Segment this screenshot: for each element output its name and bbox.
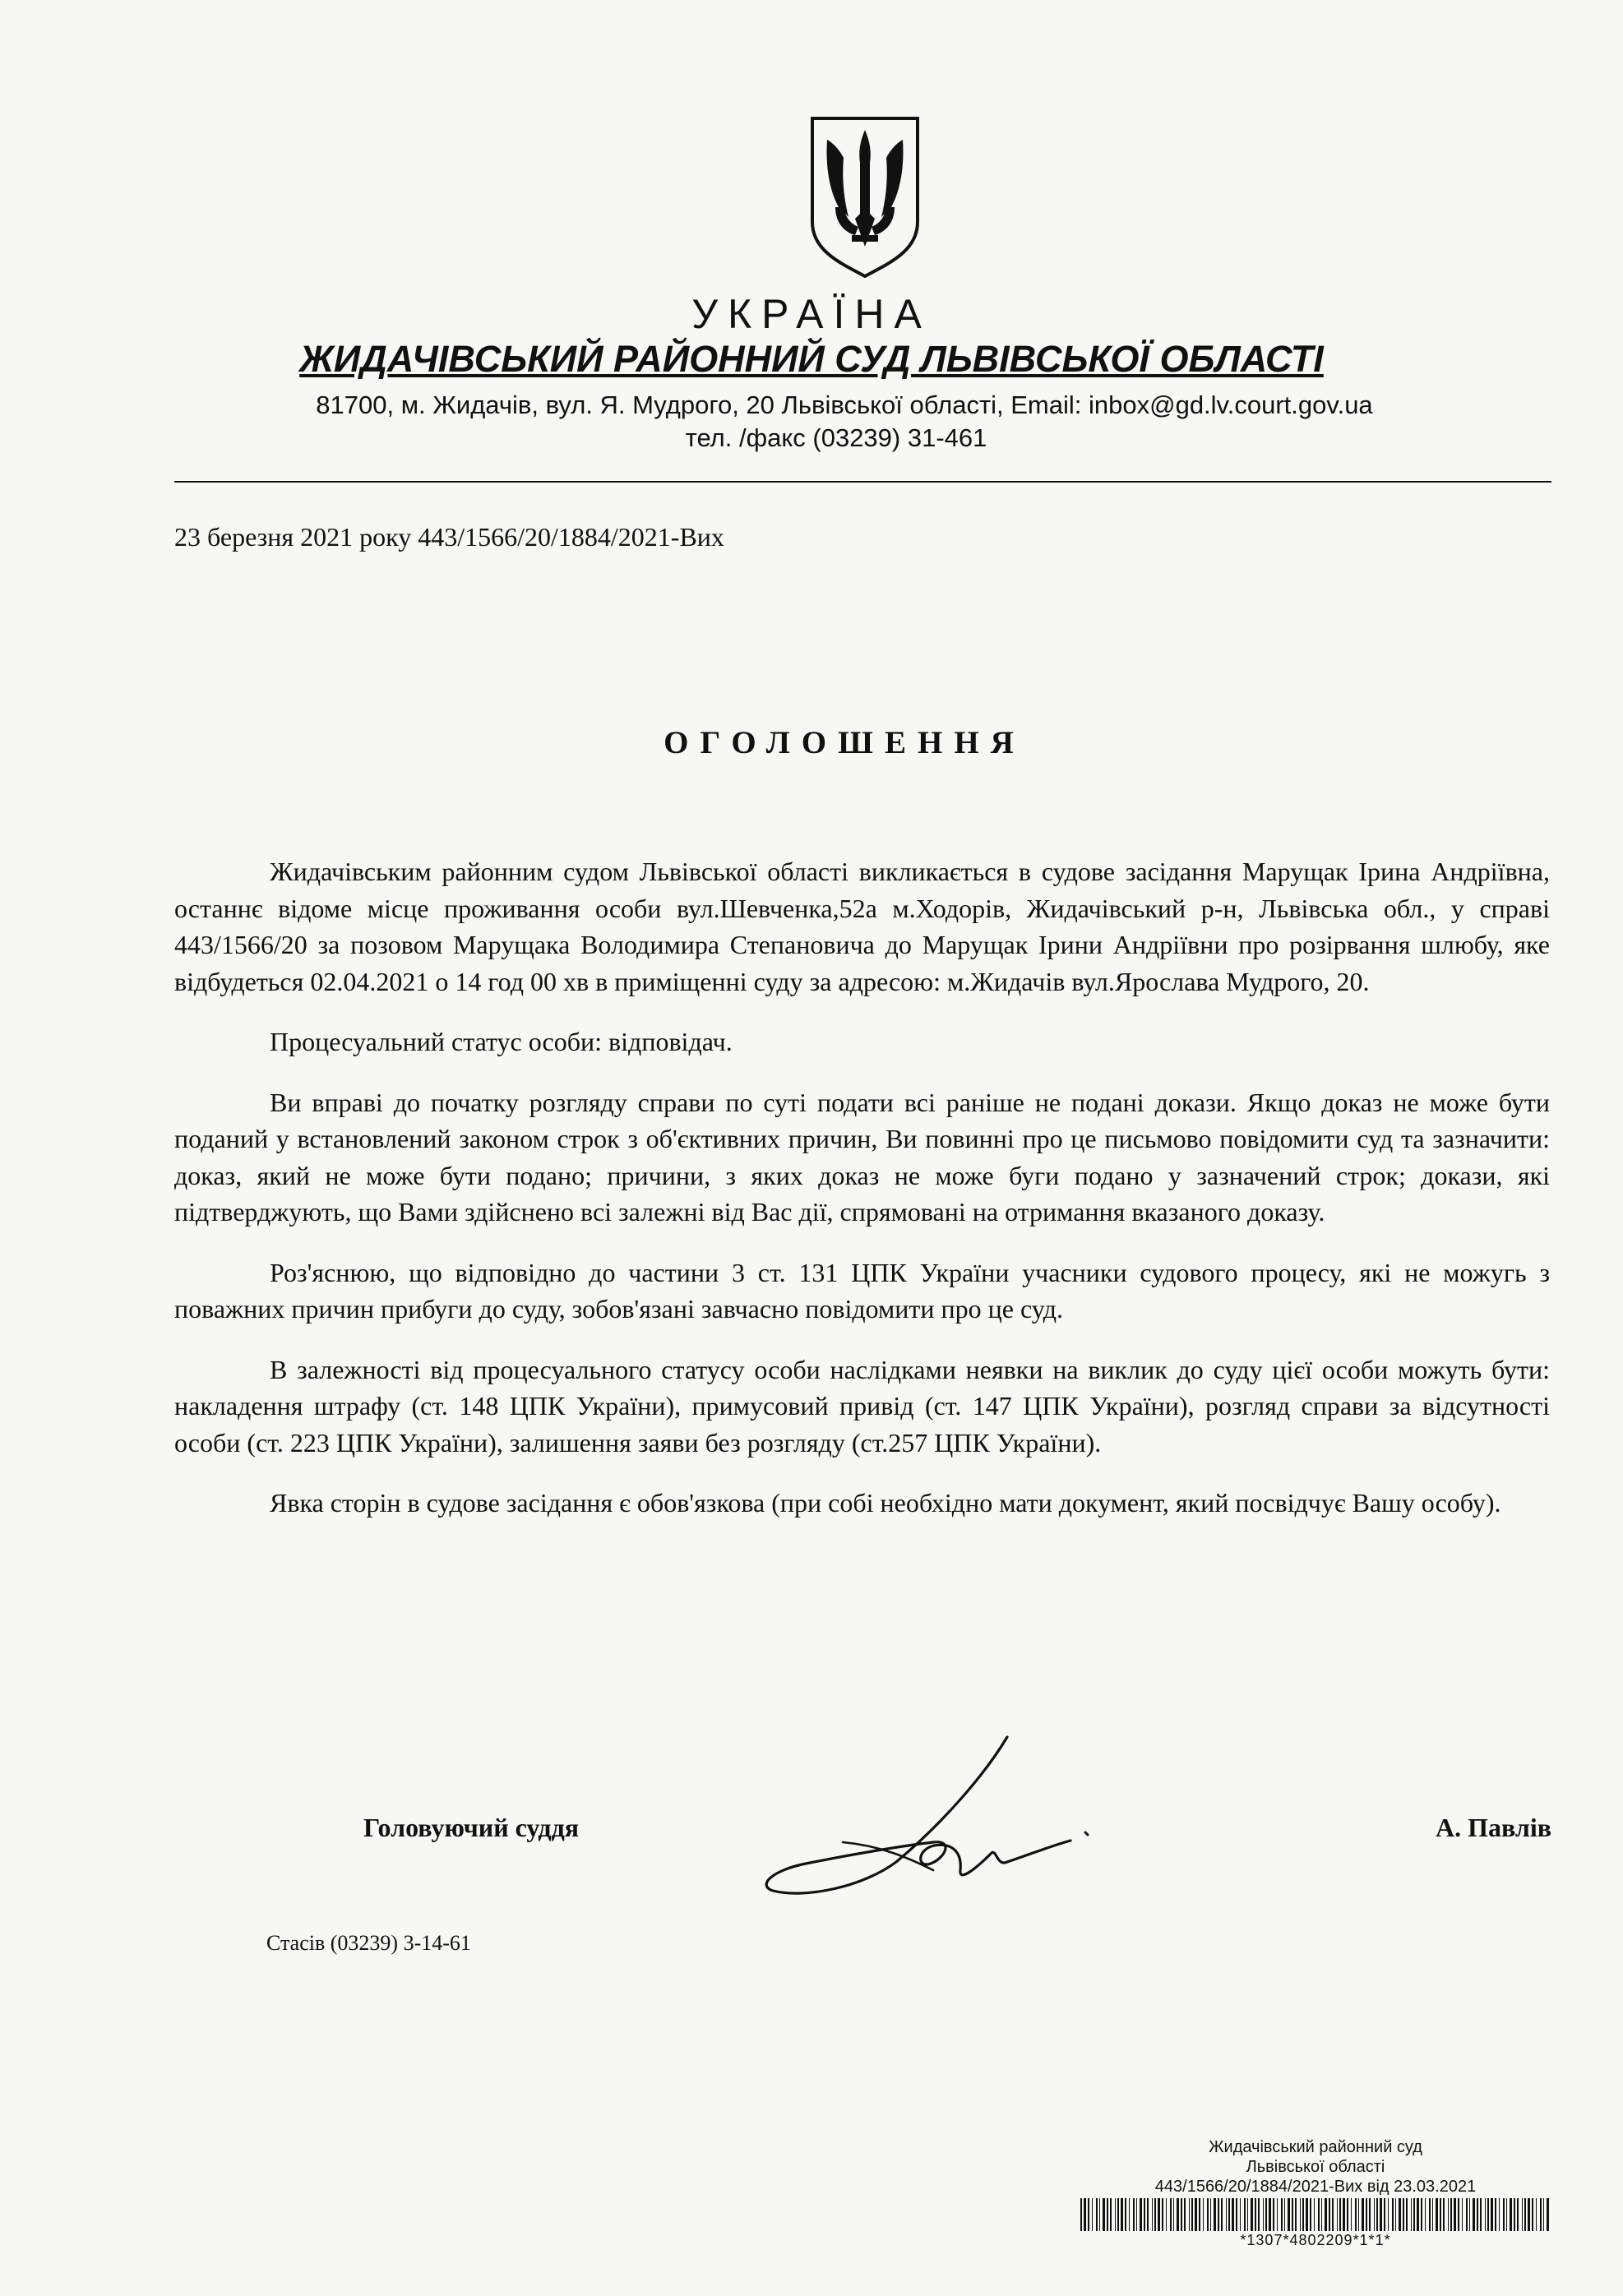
- barcode-bar: [1265, 2198, 1267, 2231]
- barcode-bar: [1189, 2198, 1190, 2231]
- barcode-bar: [1392, 2198, 1394, 2231]
- barcode-bar: [1269, 2198, 1271, 2231]
- barcode-bar: [1466, 2198, 1468, 2231]
- barcode-bar: [1450, 2198, 1452, 2231]
- court-address: 81700, м. Жидачів, вул. Я. Мудрого, 20 Львівської області, Email: inbox@gd.lv.court.gov.ua: [316, 390, 1373, 419]
- barcode-bar: [1110, 2198, 1112, 2231]
- barcode-bar: [1232, 2198, 1234, 2231]
- barcode-bar: [1411, 2198, 1412, 2231]
- barcode-bar: [1395, 2198, 1396, 2231]
- barcode-bar: [1140, 2198, 1142, 2231]
- barcode-bar: [1480, 2198, 1482, 2231]
- barcode-bar: [1443, 2198, 1445, 2231]
- barcode-bar: [1302, 2198, 1304, 2231]
- barcode-bar: [1144, 2198, 1145, 2231]
- barcode-bar: [1376, 2198, 1378, 2231]
- barcode-bar: [1162, 2198, 1163, 2231]
- barcode-bar: [1432, 2198, 1433, 2231]
- barcode-bar: [1117, 2198, 1119, 2231]
- barcode-bar: [1255, 2198, 1256, 2231]
- barcode-bar: [1152, 2198, 1153, 2231]
- stamp-region: Львівської області: [1246, 2158, 1385, 2176]
- announcement-body: [174, 853, 1550, 1545]
- barcode-bar: [1226, 2198, 1227, 2231]
- barcode-bar: [1218, 2198, 1219, 2231]
- barcode-bar: [1343, 2198, 1345, 2231]
- body-paragraph: Ви вправі до початку розгляду справи по суті подати всі раніше не подані докази. Якщо доказ не може бути поданий у встановлений законом строк з об'єктивних причин, Ви повинні про це письмово повідомити суд та зазначити: доказ, який не може бути подано; причини, з яких доказ не може буги подано у зазначений строк; докази, які підтверджують, що Вами здійснено всі залежні від Вас дії, спрямовані на отримання вказаного доказу.: [174, 1087, 1550, 1227]
- barcode-bar: [1084, 2198, 1086, 2231]
- court-name: ЖИДАЧІВСЬКИЙ РАЙОННИЙ СУД ЛЬВІВСЬКОЇ ОБЛАСТІ: [299, 338, 1324, 380]
- barcode-bar: [1495, 2198, 1496, 2231]
- barcode-bar: [1469, 2198, 1470, 2231]
- barcode-bar: [1088, 2198, 1089, 2231]
- barcode-bar: [1177, 2198, 1179, 2231]
- barcode-bar: [1366, 2198, 1367, 2231]
- barcode-bar: [1339, 2198, 1341, 2231]
- barcode-bar: [1115, 2198, 1116, 2231]
- outgoing-reference: 23 березня 2021 року 443/1566/20/1884/2021-Вих: [174, 522, 724, 552]
- barcode-bar: [1384, 2198, 1385, 2231]
- body-paragraph: Жидачівським районним судом Львівської області викликається в судове засідання Марущак Ірина Андріївна, останнє відоме місце проживання особи вул.Шевченка,52а м.Ходорів, Жидачівський р-н, Львівська обл., у справі 443/1566/20 за позовом Марущака Володимира Степановича до Марущак Ірини Андріївни про розірвання шлюбу, яке відбудеться 02.04.2021 о 14 год 00 хв в приміщенні суду за адресою: м.Жидачів вул.Ярослава Мудрого, 20.: [174, 857, 1550, 996]
- barcode-bar: [1421, 2198, 1422, 2231]
- barcode-bar: [1473, 2198, 1475, 2231]
- barcode-bar: [1251, 2198, 1253, 2231]
- barcode-bar: [1362, 2198, 1364, 2231]
- barcode-bar: [1514, 2198, 1515, 2231]
- registration-stamp: [1077, 2137, 1554, 2249]
- header-divider: [174, 481, 1551, 483]
- barcode-bar: [1448, 2198, 1449, 2231]
- barcode-bar: [1221, 2198, 1223, 2231]
- barcode-bar: [1417, 2198, 1419, 2231]
- barcode: [1080, 2198, 1551, 2231]
- barcode-bar: [1462, 2198, 1463, 2231]
- barcode-bar: [1540, 2198, 1542, 2231]
- barcode-bar: [1485, 2198, 1486, 2231]
- barcode-bar: [1181, 2198, 1182, 2231]
- barcode-bar: [1547, 2198, 1549, 2231]
- barcode-bar: [1524, 2198, 1526, 2231]
- barcode-bar: [1099, 2198, 1100, 2231]
- barcode-bar: [1458, 2198, 1459, 2231]
- signer-role: Головуючий суддя: [363, 1813, 580, 1842]
- barcode-bar: [1284, 2198, 1285, 2231]
- barcode-bar: [1199, 2198, 1200, 2231]
- barcode-bar: [1528, 2198, 1530, 2231]
- barcode-bar: [1318, 2198, 1320, 2231]
- barcode-bar: [1388, 2198, 1389, 2231]
- barcode-bar: [1510, 2198, 1512, 2231]
- barcode-bar: [1532, 2198, 1533, 2231]
- barcode-bar: [1191, 2198, 1193, 2231]
- barcode-bar: [1543, 2198, 1544, 2231]
- executor-contact: Стасів (03239) 3-14-61: [266, 1931, 471, 1955]
- barcode-bar: [1429, 2198, 1431, 2231]
- barcode-bar: [1107, 2198, 1108, 2231]
- barcode-bar: [1295, 2198, 1297, 2231]
- barcode-bar: [1321, 2198, 1322, 2231]
- barcode-bar: [1154, 2198, 1156, 2231]
- barcode-bar: [1147, 2198, 1149, 2231]
- barcode-bar: [1425, 2198, 1426, 2231]
- barcode-bar: [1399, 2198, 1401, 2231]
- barcode-bar: [1403, 2198, 1404, 2231]
- barcode-bar: [1236, 2198, 1237, 2231]
- signer-name: А. Павлів: [1436, 1813, 1551, 1842]
- barcode-bar: [1306, 2198, 1308, 2231]
- barcode-bar: [1380, 2198, 1382, 2231]
- barcode-bar: [1173, 2198, 1174, 2231]
- barcode-bar: [1292, 2198, 1293, 2231]
- barcode-bar: [1436, 2198, 1438, 2231]
- barcode-bar: [1273, 2198, 1274, 2231]
- barcode-bar: [1329, 2198, 1330, 2231]
- barcode-bar: [1310, 2198, 1311, 2231]
- barcode-bar: [1369, 2198, 1371, 2231]
- barcode-bar: [1491, 2198, 1493, 2231]
- barcode-bar: [1103, 2198, 1105, 2231]
- body-paragraph: Роз'яснюю, що відповідно до частини 3 ст. 131 ЦПК України учасники судового процесу, які не можугь з поважних причин прибуги до суду, зобов'язані завчасно повідомити про це суд.: [174, 1257, 1550, 1324]
- barcode-bar: [1244, 2198, 1246, 2231]
- barcode-bar: [1207, 2198, 1209, 2231]
- barcode-bar: [1355, 2198, 1357, 2231]
- stamp-court-name: Жидачівський районний суд: [1209, 2138, 1422, 2156]
- trident-coat-of-arms-icon: [807, 115, 922, 279]
- barcode-bar: [1351, 2198, 1352, 2231]
- barcode-bar: [1170, 2198, 1172, 2231]
- barcode-bar: [1325, 2198, 1327, 2231]
- barcode-bar: [1210, 2198, 1211, 2231]
- body-paragraph: Явка сторін в судове засідання є обов'язкова (при собі необхідно мати документ, який посвідчує Вашу особу).: [270, 1488, 1501, 1518]
- barcode-bar: [1503, 2198, 1505, 2231]
- body-paragraph: Процесуальний статус особи: відповідач.: [270, 1027, 733, 1056]
- barcode-bar: [1258, 2198, 1260, 2231]
- barcode-bar: [1440, 2198, 1441, 2231]
- barcode-bar: [1358, 2198, 1359, 2231]
- barcode-bar: [1129, 2198, 1130, 2231]
- barcode-number: *1307*4802209*1*1*: [1240, 2232, 1391, 2248]
- barcode-bar: [1347, 2198, 1348, 2231]
- barcode-bar: [1413, 2198, 1415, 2231]
- barcode-bar: [1281, 2198, 1283, 2231]
- barcode-bar: [1247, 2198, 1248, 2231]
- barcode-bar: [1092, 2198, 1093, 2231]
- barcode-bar: [1454, 2198, 1456, 2231]
- barcode-bar: [1522, 2198, 1523, 2231]
- barcode-bar: [1214, 2198, 1216, 2231]
- barcode-bar: [1195, 2198, 1197, 2231]
- barcode-bar: [1337, 2198, 1338, 2231]
- barcode-bar: [1263, 2198, 1264, 2231]
- handwritten-signature: [740, 1722, 1102, 1928]
- barcode-bar: [1300, 2198, 1301, 2231]
- barcode-bar: [1406, 2198, 1408, 2231]
- barcode-bar: [1080, 2198, 1082, 2231]
- barcode-bar: [1517, 2198, 1519, 2231]
- barcode-bar: [1125, 2198, 1126, 2231]
- barcode-bar: [1133, 2198, 1135, 2231]
- barcode-bar: [1096, 2198, 1098, 2231]
- stamp-reference: 443/1566/20/1884/2021-Вих від 23.03.2021: [1154, 2178, 1477, 2196]
- barcode-bar: [1288, 2198, 1290, 2231]
- barcode-bar: [1203, 2198, 1204, 2231]
- barcode-bar: [1332, 2198, 1334, 2231]
- barcode-bar: [1228, 2198, 1230, 2231]
- barcode-bar: [1314, 2198, 1315, 2231]
- barcode-bar: [1158, 2198, 1160, 2231]
- country-name: УКРАЇНА: [691, 291, 932, 337]
- barcode-bar: [1506, 2198, 1507, 2231]
- barcode-bar: [1499, 2198, 1500, 2231]
- barcode-bar: [1487, 2198, 1489, 2231]
- body-paragraph: В залежності від процесуального статусу особи наслідками неявки на виклик до суду цієї особи можуть бути: накладення штрафу (ст. 148 ЦПК України), примусовий привід (ст. 147 ЦПК України), розгляд справи за відсутності особи (ст. 223 ЦПК України), залишення заяви без розгляду (ст.257 ЦПК України).: [174, 1354, 1550, 1458]
- barcode-bar: [1166, 2198, 1167, 2231]
- barcode-bar: [1374, 2198, 1375, 2231]
- barcode-bar: [1477, 2198, 1478, 2231]
- court-phone: тел. /факс (03239) 31-461: [685, 423, 987, 452]
- barcode-bar: [1184, 2198, 1186, 2231]
- barcode-bar: [1536, 2198, 1537, 2231]
- barcode-bar: [1121, 2198, 1123, 2231]
- barcode-bar: [1240, 2198, 1241, 2231]
- barcode-bar: [1277, 2198, 1278, 2231]
- barcode-bar: [1136, 2198, 1137, 2231]
- document-title: ОГОЛОШЕННЯ: [664, 725, 1025, 760]
